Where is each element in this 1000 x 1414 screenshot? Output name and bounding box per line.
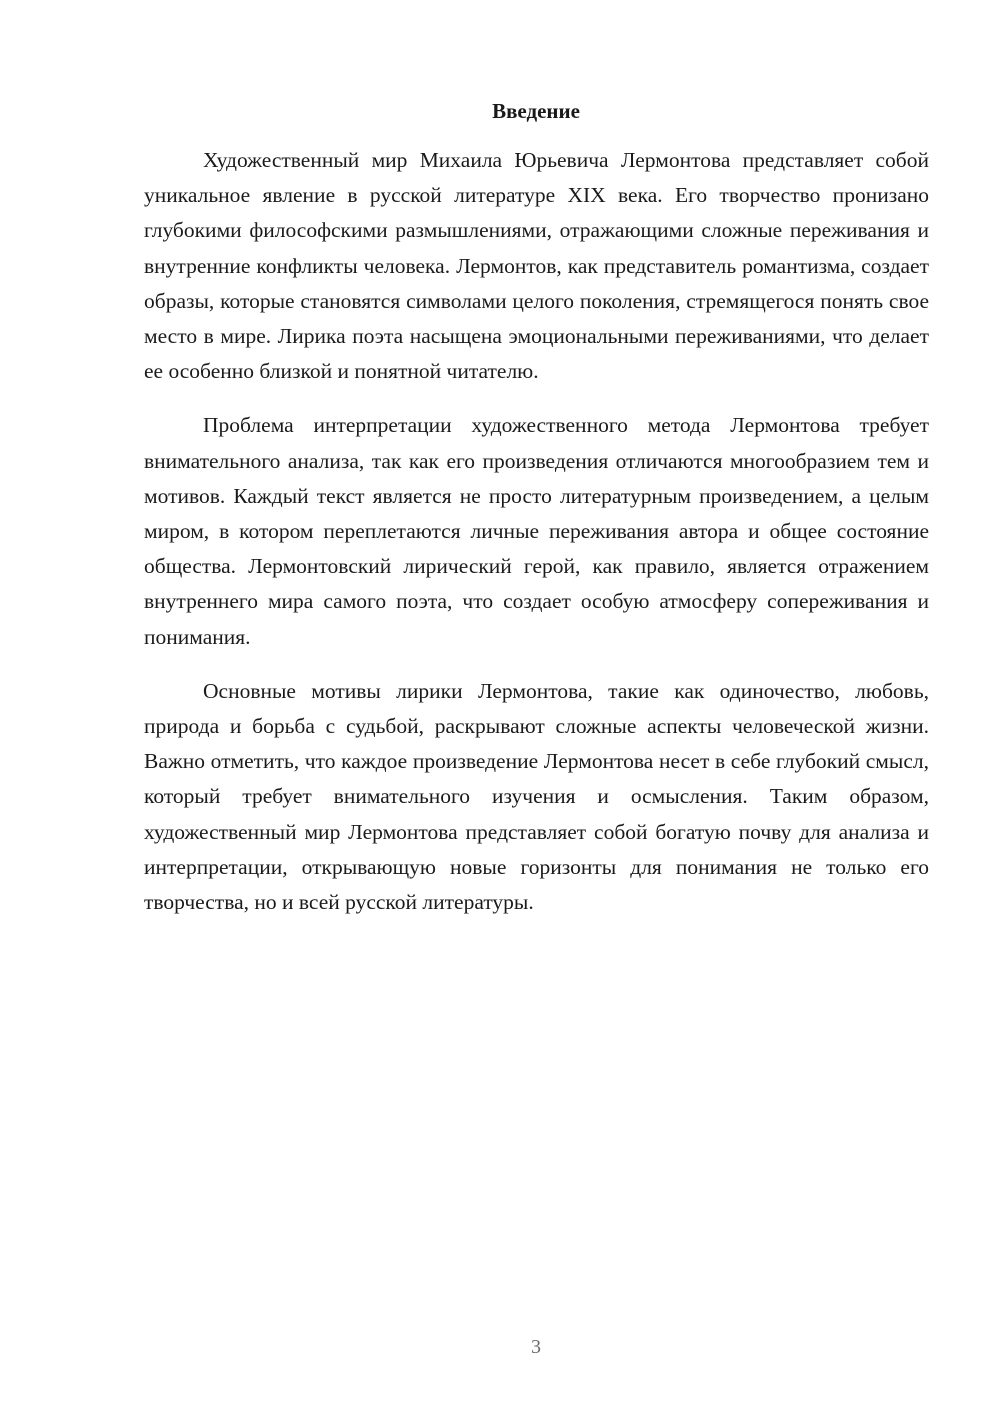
section-heading: Введение [492,99,580,123]
page-number: 3 [531,1336,541,1358]
paragraph-3: Основные мотивы лирики Лермонтова, такие как одиночество, любовь, природа и борьба с судьбой, раскрывают сложные аспекты человеческой жизни. Важно отметить, что каждое произведение Лермонтова несет в себе глубокий смысл, который требует внимательного изучения и осмысления. Таким образом, художественный мир Лермонтова представляет собой богатую почву для анализа и интерпретации, открывающую новые горизонты для понимания не только его творчества, но и всей русской литературы. [144,678,929,915]
paragraph-1: Художественный мир Михаила Юрьевича Лермонтова представляет собой уникальное явление в русской литературе XIX века. Его творчество пронизано глубокими философскими размышлениями, отражающими сложные переживания и внутренние конфликты человека. Лермонтов, как представитель романтизма, создает образы, которые становятся символами целого поколения, стремящегося понять свое место в мире. Лирика поэта насыщена эмоциональными переживаниями, что делает ее особенно близкой и понятной читателю. [144,148,929,384]
body-text [144,143,929,939]
paragraph-2: Проблема интерпретации художественного метода Лермонтова требует внимательного анализа, так как его произведения отличаются многообразием тем и мотивов. Каждый текст является не просто литературным произведением, а целым миром, в котором переплетаются личные переживания автора и общее состояние общества. Лермонтовский лирический герой, как правило, является отражением внутреннего мира самого поэта, что создает особую атмосферу сопереживания и понимания. [144,413,929,649]
